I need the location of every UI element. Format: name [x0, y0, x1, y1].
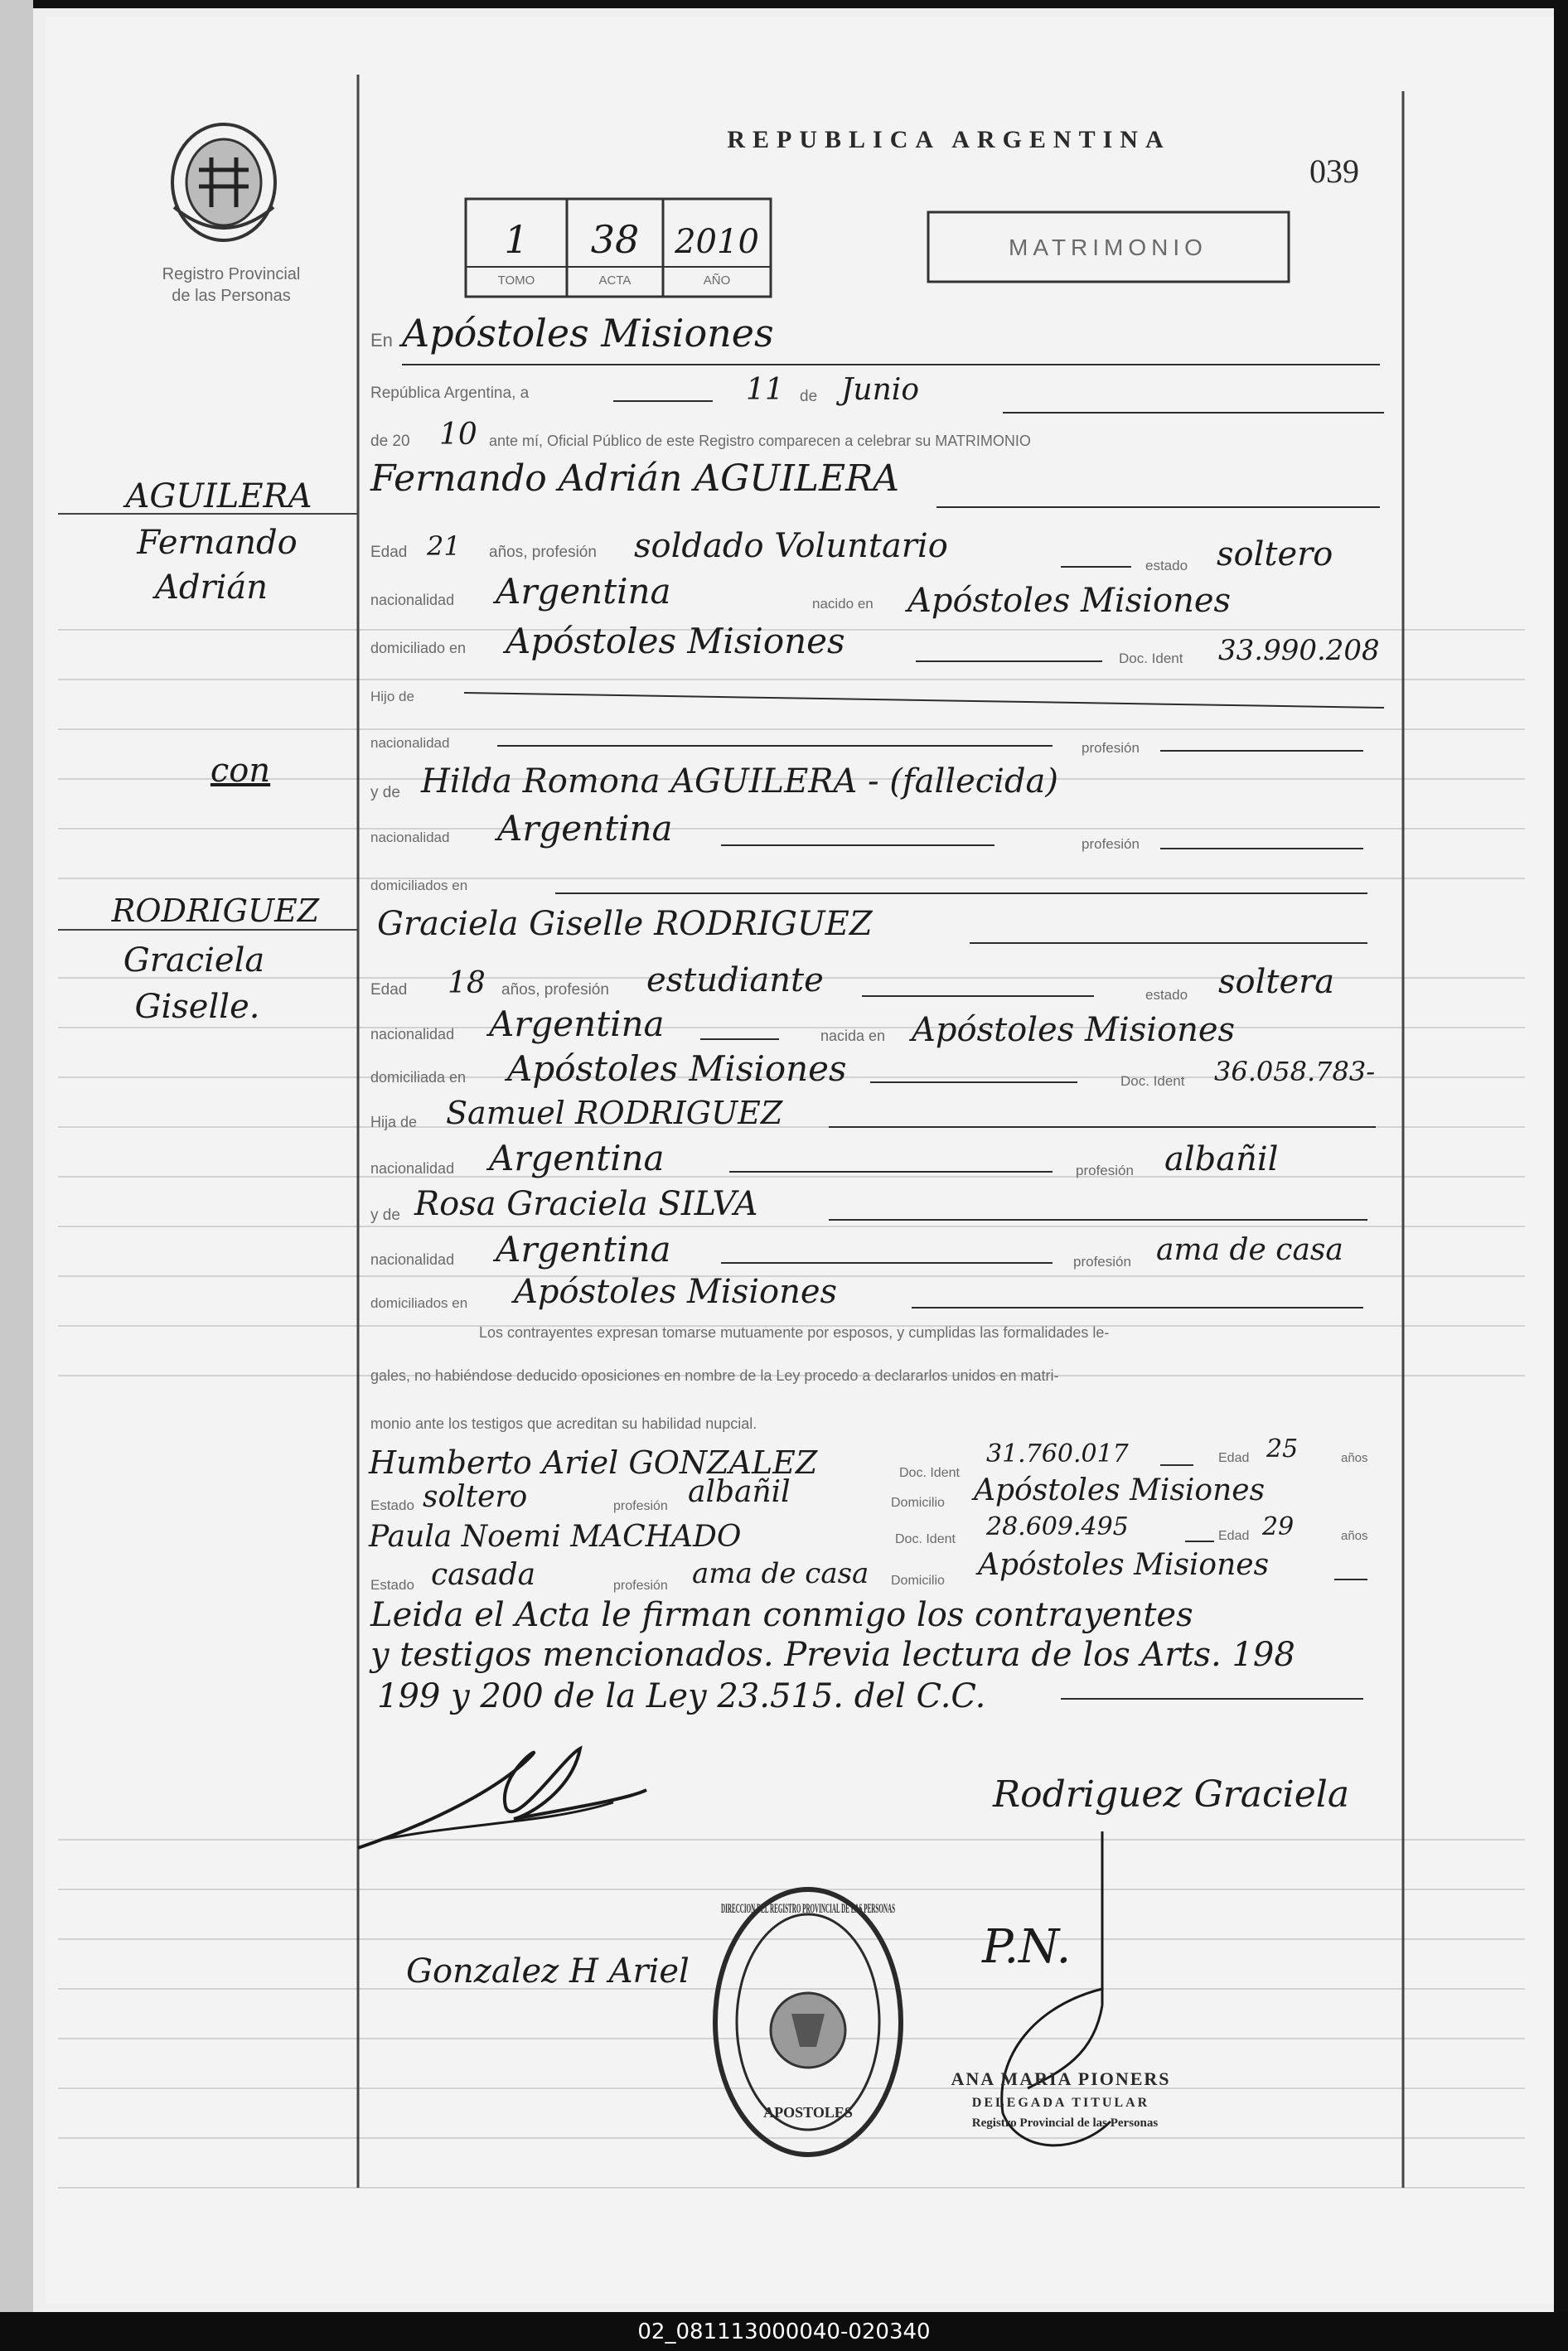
- groom-domicile: Apóstoles Misiones: [506, 621, 845, 661]
- witness1-domicilio-label: Domicilio: [891, 1496, 945, 1510]
- bride-edad-label: Edad: [370, 981, 408, 999]
- witness1-profesion-label: profesión: [613, 1499, 668, 1513]
- witness2-doc: 28.609.495: [986, 1512, 1129, 1541]
- ano-label: AÑO: [703, 273, 731, 288]
- groom-mother-prof-label: profesión: [1082, 836, 1140, 852]
- groom-profesion-label: años, profesión: [489, 544, 597, 561]
- witness1-age: 25: [1266, 1434, 1299, 1463]
- witness1-name: Humberto Ariel GONZALEZ: [369, 1444, 818, 1481]
- witness2-name: Paula Noemi MACHADO: [369, 1520, 742, 1554]
- groom-mother: Hilda Romona AGUILERA - (fallecida): [421, 762, 1059, 801]
- groom-profession: soldado Voluntario: [634, 527, 948, 565]
- witness1-domicile: Apóstoles Misiones: [974, 1473, 1266, 1507]
- republica-label: República Argentina, a: [370, 385, 530, 402]
- stamp-top-text: DIRECCION DEL REGISTRO PROVINCIAL DE LAS PERSONAS: [721, 1902, 896, 1916]
- bride-yde-label: y de: [370, 1207, 400, 1224]
- margin-bride-second: Giselle.: [134, 988, 260, 1026]
- margin-bride-first: Graciela: [123, 941, 265, 980]
- margin-bride-surname: RODRIGUEZ: [111, 893, 320, 929]
- bride-doc: 36.058.783-: [1214, 1056, 1376, 1087]
- witness2-profesion-label: profesión: [613, 1579, 668, 1593]
- bride-father-profession: albañil: [1164, 1140, 1279, 1178]
- bride-profesion-label: años, profesión: [501, 981, 609, 999]
- bride-hija-label: Hija de: [370, 1114, 418, 1130]
- file-identifier: 02_081113000040-020340: [637, 2320, 931, 2344]
- margin-con: con: [210, 752, 271, 790]
- bride-estado-label: estado: [1145, 987, 1188, 1003]
- bride-mother-profession: ama de casa: [1156, 1233, 1343, 1267]
- bride-nationality: Argentina: [489, 1004, 665, 1044]
- tomo-label: TOMO: [497, 273, 535, 288]
- groom-birthplace: Apóstoles Misiones: [907, 582, 1232, 620]
- bride-parents-domicile: Apóstoles Misiones: [514, 1273, 838, 1311]
- month: Junio: [841, 373, 919, 407]
- official-role: DELEGADA TITULAR: [971, 2096, 1150, 2110]
- groom-father-prof-label: profesión: [1082, 740, 1140, 756]
- bride-mother-prof-label: profesión: [1073, 1254, 1131, 1270]
- closing-line-1: Leida el Acta le firman conmigo los contrayentes: [370, 1596, 1193, 1634]
- groom-yde-label: y de: [370, 784, 400, 801]
- closing-line-3: 199 y 200 de la Ley 23.515. del C.C.: [377, 1677, 986, 1715]
- groom-doc-label: Doc. Ident: [1119, 651, 1183, 666]
- groom-doc: 33.990.208: [1218, 634, 1380, 667]
- witness1-estado-label: Estado: [370, 1497, 414, 1513]
- bride-birthplace: Apóstoles Misiones: [912, 1011, 1236, 1049]
- bride-mother-nationality: Argentina: [496, 1229, 671, 1270]
- groom-age: 21: [427, 530, 461, 562]
- groom-domiciliados-label: domiciliados en: [370, 878, 468, 893]
- page-number: 039: [1309, 152, 1359, 190]
- bride-nacida-label: nacida en: [820, 1028, 886, 1044]
- witness1-profession: albañil: [688, 1475, 791, 1509]
- left-page-edge: [0, 0, 33, 2312]
- de-label: de: [800, 388, 818, 405]
- witness2-estado: casada: [431, 1558, 536, 1592]
- year-suffix: 10: [439, 418, 477, 452]
- bride-domiciliados-label: domiciliados en: [370, 1295, 468, 1311]
- registry-name-line2: de las Personas: [172, 287, 291, 305]
- margin-groom-surname: AGUILERA: [125, 477, 312, 515]
- declaration-line-1: Los contrayentes expresan tomarse mutuamente por esposos, y cumplidas las formalidades le-: [479, 1324, 1110, 1341]
- witness2-domicilio-label: Domicilio: [891, 1574, 945, 1588]
- bride-domiciliada-label: domiciliada en: [370, 1069, 467, 1086]
- witness2-profession: ama de casa: [692, 1557, 869, 1590]
- bride-father-prof-label: profesión: [1076, 1163, 1134, 1178]
- groom-domiciliado-label: domiciliado en: [370, 640, 467, 656]
- en-label: En: [370, 330, 393, 351]
- margin-groom-second: Adrián: [154, 568, 269, 607]
- witness2-estado-label: Estado: [370, 1577, 414, 1593]
- margin-groom-first: Fernando: [137, 524, 298, 562]
- acta-value: 38: [590, 217, 640, 262]
- bride-mother: Rosa Graciela SILVA: [414, 1185, 758, 1223]
- bride-estado: soltera: [1218, 963, 1335, 1001]
- bride-father-nationality: Argentina: [489, 1138, 665, 1178]
- bride-full-name: Graciela Giselle RODRIGUEZ: [377, 905, 873, 943]
- stamp-bottom-text: APOSTOLES: [763, 2104, 853, 2121]
- bride-domicile: Apóstoles Misiones: [507, 1048, 847, 1089]
- groom-father-nac-label: nacionalidad: [370, 735, 450, 751]
- witness2-signature: P.N.: [982, 1920, 1072, 1974]
- witness2-domicile: Apóstoles Misiones: [978, 1548, 1270, 1582]
- witness2-age: 29: [1262, 1512, 1295, 1541]
- bride-doc-label: Doc. Ident: [1120, 1073, 1185, 1089]
- groom-nacionalidad-label: nacionalidad: [370, 592, 455, 608]
- witness1-signature: Gonzalez H Ariel: [406, 1952, 690, 1991]
- witness2-edad-label: Edad: [1218, 1529, 1250, 1543]
- bride-father: Samuel RODRIGUEZ: [446, 1095, 783, 1131]
- registry-name-line1: Registro Provincial: [162, 265, 301, 283]
- ano-value: 2010: [675, 223, 759, 261]
- day: 11: [746, 373, 784, 407]
- declaration-line-2: gales, no habiéndose deducido oposiciones en nombre de la Ley procedo a declararlos unidos en matri-: [370, 1367, 1059, 1384]
- intro-text: ante mí, Oficial Público de este Registro comparecen a celebrar su MATRIMONIO: [489, 433, 1031, 449]
- groom-estado: soltero: [1217, 535, 1333, 573]
- groom-mother-nationality: Argentina: [497, 808, 673, 849]
- witness1-doc-label: Doc. Ident: [899, 1466, 960, 1480]
- bride-age: 18: [448, 966, 486, 1000]
- de20-label: de 20: [370, 433, 410, 450]
- witness2-doc-label: Doc. Ident: [895, 1532, 956, 1546]
- bride-signature: Rodriguez Graciela: [993, 1773, 1350, 1816]
- bride-mother-nac-label: nacionalidad: [370, 1251, 455, 1268]
- official-name: ANA MARIA PIONERS: [951, 2068, 1171, 2089]
- official-registry: Registro Provincial de las Personas: [971, 2116, 1159, 2130]
- bride-nacionalidad-label: nacionalidad: [370, 1026, 455, 1042]
- witness2-anos-label: años: [1341, 1529, 1368, 1543]
- closing-line-2: y testigos mencionados. Previa lectura de los Arts. 198: [370, 1636, 1295, 1674]
- city: Apóstoles Misiones: [402, 311, 774, 356]
- registry-emblem: [172, 124, 275, 240]
- record-type: MATRIMONIO: [1009, 235, 1207, 260]
- tomo-value: 1: [504, 217, 529, 262]
- witness1-estado: soltero: [423, 1480, 528, 1514]
- groom-full-name: Fernando Adrián AGUILERA: [370, 457, 899, 500]
- country-heading: REPUBLICA ARGENTINA: [727, 126, 1171, 153]
- bride-father-nac-label: nacionalidad: [370, 1160, 455, 1177]
- witness1-edad-label: Edad: [1218, 1451, 1250, 1465]
- declaration-line-3: monio ante los testigos que acreditan su habilidad nupcial.: [370, 1415, 757, 1432]
- groom-mother-nac-label: nacionalidad: [370, 830, 450, 845]
- witness1-anos-label: años: [1341, 1451, 1368, 1465]
- groom-edad-label: Edad: [370, 544, 408, 561]
- groom-estado-label: estado: [1145, 558, 1188, 573]
- groom-nationality: Argentina: [496, 571, 671, 612]
- witness1-doc: 31.760.017: [986, 1439, 1129, 1468]
- acta-label: ACTA: [598, 273, 632, 288]
- groom-hijo-label: Hijo de: [370, 689, 414, 704]
- groom-nacido-label: nacido en: [812, 596, 874, 612]
- bride-profession: estudiante: [646, 961, 824, 999]
